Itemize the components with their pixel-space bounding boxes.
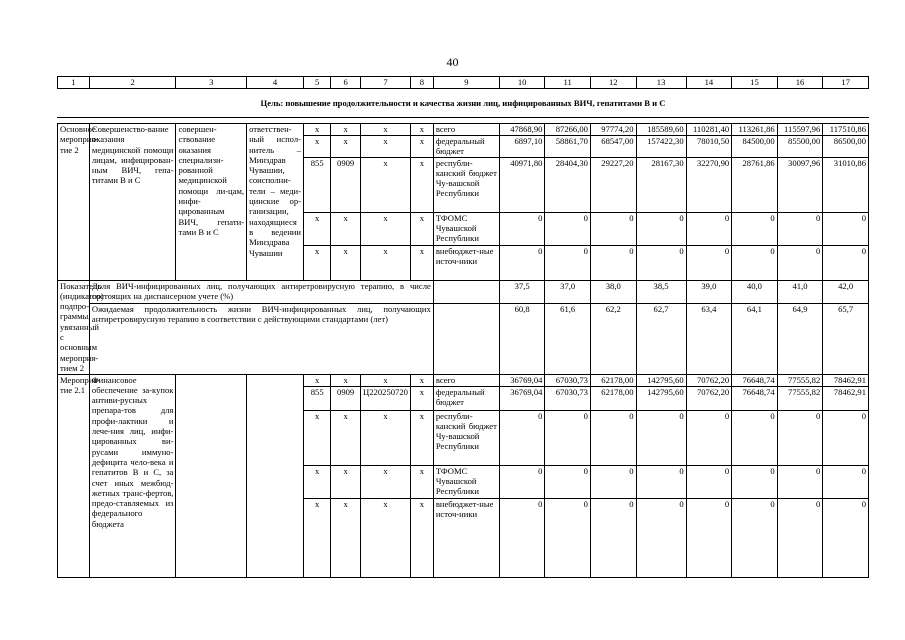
amount-cell: 0: [590, 212, 636, 245]
column-number: 12: [590, 77, 636, 89]
amount-cell: 62178,00: [590, 386, 636, 410]
amount-cell: 0: [732, 245, 778, 280]
amount-cell: 0: [636, 410, 686, 465]
amount-cell: 0: [686, 245, 732, 280]
grbs-code: х: [304, 465, 331, 498]
amount-cell: 0: [545, 212, 591, 245]
amount-cell: 0: [499, 245, 545, 280]
expense-type-code: х: [411, 386, 434, 410]
funding-source: ТФОМС Чувашской Республики: [433, 465, 499, 498]
expense-type-code: х: [411, 410, 434, 465]
indicator-text: Ожидаемая продолжительность жизни ВИЧ-инфицированных лиц, получающих антиретровирусную терапию в соответствии с действующими стандартами (лет): [89, 303, 433, 374]
table-row: [58, 374, 869, 386]
amount-cell: 0: [823, 245, 869, 280]
amount-cell: 28167,30: [636, 157, 686, 212]
indicator-text: Доля ВИЧ-инфицированных лиц, получающих антиретровирусную терапию, в числе состоящих на диспансерном учете (%): [89, 280, 433, 303]
column-number: 2: [89, 77, 176, 89]
indicator-value: 65,7: [823, 303, 869, 374]
amount-cell: 0: [777, 245, 823, 280]
amount-cell: 142795,60: [636, 374, 686, 386]
amount-cell: 28404,30: [545, 157, 591, 212]
amount-cell: 0: [636, 465, 686, 498]
amount-cell: 68547,00: [590, 136, 636, 158]
goal-text: Цель: повышение продолжительности и качества жизни лиц, инфицированных ВИЧ, гепатитами В и С: [58, 89, 869, 118]
event-type: Основное мероприя-тие 2: [58, 124, 90, 281]
amount-cell: 0: [732, 498, 778, 577]
amount-cell: 67030,73: [545, 386, 591, 410]
amount-cell: 76648,74: [732, 374, 778, 386]
indicator-value: 64,9: [777, 303, 823, 374]
indicator-value: 42,0: [823, 280, 869, 303]
grbs-code: х: [304, 136, 331, 158]
event-type: Мероприя-тие 2.1: [58, 374, 90, 577]
amount-cell: 0: [545, 245, 591, 280]
amount-cell: 117510,86: [823, 124, 869, 136]
grbs-code: 855: [304, 386, 331, 410]
section-code: х: [331, 498, 361, 577]
indicator-value: 61,6: [545, 303, 591, 374]
amount-cell: 36769,04: [499, 386, 545, 410]
expense-type-code: х: [411, 136, 434, 158]
amount-cell: 77555,82: [777, 374, 823, 386]
target-article-code: х: [360, 410, 410, 465]
event-task: совершен-ствование оказания специализи-рованной медицинской помощи ли-цам, инфи-цированным ВИЧ, гепати-тами В и С: [176, 124, 247, 281]
amount-cell: 40971,80: [499, 157, 545, 212]
target-article-code: х: [360, 245, 410, 280]
section-code: х: [331, 136, 361, 158]
column-number: 14: [686, 77, 732, 89]
funding-source: внебюджет-ные источ-ники: [433, 498, 499, 577]
amount-cell: 97774,20: [590, 124, 636, 136]
column-number: 6: [331, 77, 361, 89]
target-article-code: х: [360, 124, 410, 136]
amount-cell: 67030,73: [545, 374, 591, 386]
amount-cell: 58861,70: [545, 136, 591, 158]
amount-cell: 113261,86: [732, 124, 778, 136]
funding-source: федеральный бюджет: [433, 386, 499, 410]
indicator-label: Показатель (индикатор) подпро-граммы, увязанный с основным мероприя-тием 2: [58, 280, 90, 374]
amount-cell: 0: [636, 498, 686, 577]
amount-cell: 0: [499, 465, 545, 498]
grbs-code: х: [304, 410, 331, 465]
funding-source: всего: [433, 374, 499, 386]
table-row: [58, 124, 869, 136]
column-number: 17: [823, 77, 869, 89]
section-code: х: [331, 465, 361, 498]
amount-cell: 0: [777, 410, 823, 465]
program-table: [57, 76, 869, 578]
amount-cell: 70762,20: [686, 374, 732, 386]
grbs-code: х: [304, 124, 331, 136]
event-executor: ответствен-ный испол-нитель – Минздрав Чувашии, соисполни-тели – меди-цинские ор-ганизации, находящиеся в ведении Минздрава Чувашии: [247, 124, 304, 281]
indicator-value: 37,0: [545, 280, 591, 303]
amount-cell: 36769,04: [499, 374, 545, 386]
amount-cell: 0: [545, 465, 591, 498]
expense-type-code: х: [411, 374, 434, 386]
column-number: 4: [247, 77, 304, 89]
amount-cell: 32270,90: [686, 157, 732, 212]
amount-cell: 0: [499, 212, 545, 245]
column-number-row: [58, 77, 869, 89]
expense-type-code: х: [411, 157, 434, 212]
indicator-value: 39,0: [686, 280, 732, 303]
amount-cell: 0: [777, 212, 823, 245]
indicator-value: 64,1: [732, 303, 778, 374]
target-article-code: х: [360, 212, 410, 245]
amount-cell: 0: [823, 410, 869, 465]
amount-cell: 62178,00: [590, 374, 636, 386]
indicator-value: 62,7: [636, 303, 686, 374]
section-code: х: [331, 374, 361, 386]
section-code: х: [331, 212, 361, 245]
target-article-code: х: [360, 136, 410, 158]
amount-cell: 0: [499, 410, 545, 465]
column-number: 10: [499, 77, 545, 89]
amount-cell: 0: [636, 245, 686, 280]
amount-cell: 0: [732, 465, 778, 498]
expense-type-code: х: [411, 465, 434, 498]
amount-cell: 0: [823, 498, 869, 577]
target-article-code: х: [360, 465, 410, 498]
indicator-value: 63,4: [686, 303, 732, 374]
indicator-value: 38,5: [636, 280, 686, 303]
amount-cell: 0: [823, 212, 869, 245]
column-number: 13: [636, 77, 686, 89]
amount-cell: 28761,86: [732, 157, 778, 212]
amount-cell: 30097,96: [777, 157, 823, 212]
indicator-row: [58, 303, 869, 374]
indicator-row: [58, 280, 869, 303]
section-code: х: [331, 245, 361, 280]
funding-source: федеральный бюджет: [433, 136, 499, 158]
event-title: Совершенство-вание оказания медицинской помощи лицам, инфицирован-ным ВИЧ, гепа-титами В и С: [89, 124, 176, 281]
funding-source: всего: [433, 124, 499, 136]
column-number: 16: [777, 77, 823, 89]
column-number: 15: [732, 77, 778, 89]
indicator-value: 60,8: [499, 303, 545, 374]
expense-type-code: х: [411, 498, 434, 577]
amount-cell: 85500,00: [777, 136, 823, 158]
target-article-code: х: [360, 374, 410, 386]
amount-cell: 0: [590, 410, 636, 465]
amount-cell: 110281,40: [686, 124, 732, 136]
amount-cell: 0: [545, 498, 591, 577]
amount-cell: 0: [686, 212, 732, 245]
amount-cell: 0: [499, 498, 545, 577]
amount-cell: 77555,82: [777, 386, 823, 410]
amount-cell: 29227,20: [590, 157, 636, 212]
target-article-code: Ц220250720: [360, 386, 410, 410]
amount-cell: 76648,74: [732, 386, 778, 410]
amount-cell: 157422,30: [636, 136, 686, 158]
amount-cell: 0: [732, 410, 778, 465]
amount-cell: 0: [545, 410, 591, 465]
amount-cell: 31010,86: [823, 157, 869, 212]
amount-cell: 0: [590, 465, 636, 498]
column-number: 1: [58, 77, 90, 89]
target-article-code: х: [360, 157, 410, 212]
amount-cell: 142795,60: [636, 386, 686, 410]
indicator-value: 37,5: [499, 280, 545, 303]
section-code: 0909: [331, 386, 361, 410]
amount-cell: 86500,00: [823, 136, 869, 158]
amount-cell: 185589,60: [636, 124, 686, 136]
expense-type-code: х: [411, 212, 434, 245]
grbs-code: 855: [304, 157, 331, 212]
event-title: Финансовое обеспечение за-купок антиви-русных препара-тов для профи-лактики и лече-ния лиц, инфи-цированных ви-русами иммуно-дефицита чело-века и гепатитов В и С, за счет иных межбюд-жетных транс-фертов, предо-ставляемых из федерального бюджета: [89, 374, 176, 577]
amount-cell: 0: [686, 465, 732, 498]
indicator-value: 62,2: [590, 303, 636, 374]
amount-cell: 115597,96: [777, 124, 823, 136]
amount-cell: 87266,00: [545, 124, 591, 136]
grbs-code: х: [304, 374, 331, 386]
amount-cell: 0: [732, 212, 778, 245]
funding-source: республи-канский бюджет Чу-вашской Республики: [433, 410, 499, 465]
column-number: 8: [411, 77, 434, 89]
page-number: 40: [446, 55, 459, 69]
amount-cell: 0: [590, 498, 636, 577]
column-number: 9: [433, 77, 499, 89]
indicator-value: 41,0: [777, 280, 823, 303]
amount-cell: 78010,50: [686, 136, 732, 158]
amount-cell: 6897,10: [499, 136, 545, 158]
section-code: 0909: [331, 157, 361, 212]
column-number: 11: [545, 77, 591, 89]
amount-cell: 47868,90: [499, 124, 545, 136]
amount-cell: 0: [686, 498, 732, 577]
amount-cell: 0: [590, 245, 636, 280]
expense-type-code: х: [411, 124, 434, 136]
amount-cell: 78462,91: [823, 374, 869, 386]
amount-cell: 70762,20: [686, 386, 732, 410]
section-code: х: [331, 124, 361, 136]
amount-cell: 78462,91: [823, 386, 869, 410]
amount-cell: 0: [636, 212, 686, 245]
column-number: 7: [360, 77, 410, 89]
section-code: х: [331, 410, 361, 465]
grbs-code: х: [304, 245, 331, 280]
indicator-value: 40,0: [732, 280, 778, 303]
column-number: 5: [304, 77, 331, 89]
indicator-value: 38,0: [590, 280, 636, 303]
column-number: 3: [176, 77, 247, 89]
grbs-code: х: [304, 498, 331, 577]
funding-source: внебюджет-ные источ-ники: [433, 245, 499, 280]
amount-cell: 0: [777, 465, 823, 498]
goal-row: [58, 89, 869, 118]
amount-cell: 0: [777, 498, 823, 577]
amount-cell: 0: [823, 465, 869, 498]
amount-cell: 0: [686, 410, 732, 465]
target-article-code: х: [360, 498, 410, 577]
grbs-code: х: [304, 212, 331, 245]
funding-source: ТФОМС Чувашской Республики: [433, 212, 499, 245]
amount-cell: 84500,00: [732, 136, 778, 158]
expense-type-code: х: [411, 245, 434, 280]
funding-source: республи-канский бюджет Чу-вашской Республики: [433, 157, 499, 212]
